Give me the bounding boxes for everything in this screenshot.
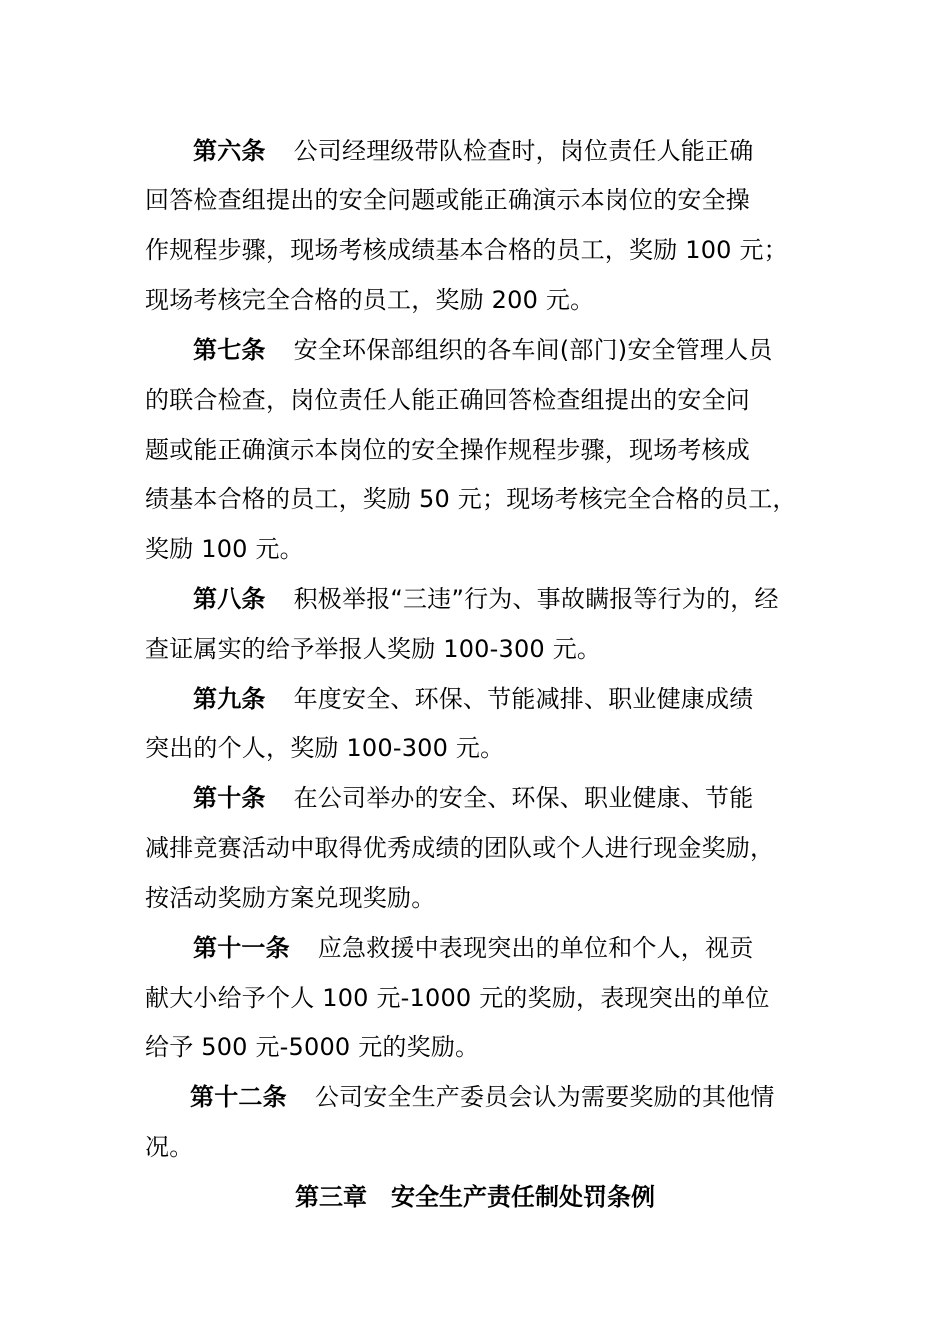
article-6-line-2: 回答检查组提出的安全问题或能正确演示本岗位的安全操 [145, 186, 750, 214]
article-10-line-2: 减排竞赛活动中取得优秀成绩的团队或个人进行现金奖励， [145, 834, 775, 862]
article-9-text-1: 年度安全、环保、节能减排、职业健康成绩 [293, 685, 754, 713]
article-12-text-1: 公司安全生产委员会认为需要奖励的其他情 [314, 1083, 775, 1111]
article-10-line-1 [193, 783, 753, 813]
article-7-text-1: 安全环保部组织的各车间(部门)安全管理人员 [293, 336, 773, 364]
article-6-line-3: 作规程步骤，现场考核成绩基本合格的员工，奖励 100 元； [145, 236, 788, 264]
article-12-line-1 [190, 1082, 775, 1112]
article-10-text-1: 在公司举办的安全、环保、职业健康、节能 [293, 784, 754, 812]
article-8-text-1: 积极举报“三违”行为、事故瞒报等行为的，经 [293, 585, 779, 613]
article-7-line-2: 的联合检查，岗位责任人能正确回答检查组提出的安全问 [145, 386, 750, 414]
article-7-line-5: 奖励 100 元。 [145, 535, 304, 563]
article-7-label: 第七条 [193, 336, 266, 364]
article-6-text-1: 公司经理级带队检查时，岗位责任人能正确 [293, 137, 754, 165]
article-7-line-1 [193, 335, 773, 365]
article-6-label: 第六条 [193, 137, 266, 165]
article-9-label: 第九条 [193, 685, 266, 713]
article-8-label: 第八条 [193, 585, 266, 613]
article-10-label: 第十条 [193, 784, 266, 812]
article-6-line-1 [193, 136, 753, 166]
article-12-line-2: 况。 [145, 1133, 194, 1161]
article-6-line-4: 现场考核完全合格的员工，奖励 200 元。 [145, 286, 595, 314]
article-10-line-3: 按活动奖励方案兑现奖励。 [145, 884, 436, 912]
article-11-text-1: 应急救援中表现突出的单位和个人，视贡 [317, 934, 754, 962]
article-8-line-1 [193, 584, 779, 614]
article-11-line-2: 献大小给予个人 100 元-1000 元的奖励，表现突出的单位 [145, 984, 770, 1012]
article-11-line-3: 给予 500 元-5000 元的奖励。 [145, 1033, 480, 1061]
article-9-line-2: 突出的个人，奖励 100-300 元。 [145, 734, 505, 762]
article-11-line-1 [193, 933, 753, 963]
article-8-line-2: 查证属实的给予举报人奖励 100-300 元。 [145, 635, 602, 663]
chapter-title: 第三章 安全生产责任制处罚条例 [295, 1183, 655, 1211]
article-12-label: 第十二条 [190, 1083, 287, 1111]
article-7-line-3: 题或能正确演示本岗位的安全操作规程步骤，现场考核成 [145, 436, 750, 464]
article-7-line-4: 绩基本合格的员工，奖励 50 元；现场考核完全合格的员工， [145, 485, 797, 513]
article-9-line-1 [193, 684, 753, 714]
article-11-label: 第十一条 [193, 934, 290, 962]
